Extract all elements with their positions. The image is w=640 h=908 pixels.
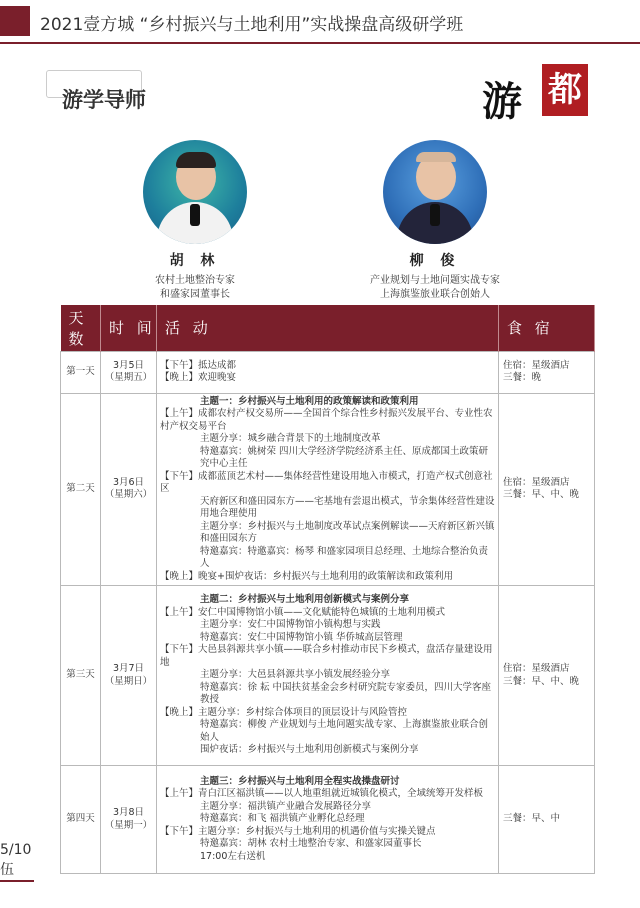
lodging-line: 三餐：早、中、晚	[503, 489, 580, 501]
lodging-line: 三餐：早、中、晚	[503, 675, 580, 687]
date-text: 3月7日	[112, 663, 145, 674]
header-time: 时 间	[101, 305, 157, 351]
activity-line: 【晚上】晚宴+围炉夜话：乡村振兴与土地利用的政策解读和政策利用	[160, 570, 453, 582]
day-cell: 第三天	[61, 586, 101, 766]
mentor-name: 胡 林	[169, 253, 221, 269]
date-text: 3月8日	[112, 807, 145, 818]
header-bar	[0, 0, 640, 44]
mentor-name: 柳 俊	[409, 253, 461, 269]
lodging-line: 住宿：星级酒店	[503, 359, 570, 371]
activity-line: 特邀嘉宾：姚树荣 四川大学经济学院经济系主任、原成都国土政策研究中心主任	[200, 445, 489, 469]
lodging-line: 三餐：晚	[503, 372, 542, 383]
schedule-table	[60, 305, 595, 874]
activity-line: 【下午】大邑县斜源共享小镇——联合乡村推动市民下乡模式，盘活存量建设用地	[160, 644, 493, 668]
activity-line: 【上午】青白江区福洪镇——以人地重组就近城镇化模式，全域统筹开发样板	[160, 788, 484, 800]
activity-line: 【晚上】主题分享：乡村综合体项目的顶层设计与风险管控	[160, 706, 408, 718]
day-cell: 第一天	[61, 351, 101, 393]
page-number: 5/10 伍	[0, 842, 32, 878]
activity-line: 主题分享：大邑县斜源共享小镇发展经验分享	[200, 669, 391, 681]
date-text: 3月6日	[112, 476, 145, 488]
activity-line: 【晚上】欢迎晚宴	[160, 372, 237, 383]
activity-line: 围炉夜话：乡村振兴与土地利用创新模式与案例分享	[200, 744, 419, 756]
date-cell	[101, 586, 157, 766]
activity-line: 主题分享：安仁中国博物馆小镇构想与实践	[200, 619, 381, 631]
activity-cell	[157, 351, 499, 393]
activity-line: 特邀嘉宾：和飞 福洪镇产业孵化总经理	[200, 813, 365, 825]
date-cell	[101, 766, 157, 874]
activity-line: 主题分享：城乡融合背景下的土地制度改革	[200, 433, 381, 444]
activity-line: 【下午】成都蓝顶艺术村——集体经营性建设用地入市模式，打造产权式创意社区	[160, 470, 493, 494]
lodging-cell	[499, 766, 595, 874]
day-cell: 第四天	[61, 766, 101, 874]
activity-line: 【上午】安仁中国博物馆小镇——文化赋能特色城镇的土地利用模式	[160, 606, 446, 618]
day-cell: 第二天	[61, 393, 101, 586]
activity-line: 主题分享：福洪镇产业融合发展路径分享	[200, 800, 372, 812]
activity-line: 【下午】抵达成都	[160, 359, 237, 371]
mentor-description: 产业规划与土地问题实战专家 上海旗鉴旅业联合创始人	[370, 275, 500, 300]
lodging-cell	[499, 351, 595, 393]
weekday-text: （星期一）	[104, 819, 153, 831]
mentor-card-1	[100, 140, 290, 302]
mentor-description: 农村土地整治专家 和盛家园董事长	[155, 275, 235, 300]
activity-cell	[157, 766, 499, 874]
activity-line: 特邀嘉宾：柳俊 产业规划与土地问题实战专家、上海旗鉴旅业联合创始人	[200, 719, 489, 743]
lodging-line: 三餐：早、中	[503, 813, 561, 825]
activity-line: 17:00左右送机	[200, 850, 266, 862]
mentor-card-2	[340, 140, 530, 302]
lodging-cell	[499, 586, 595, 766]
activity-line: 特邀嘉宾：徐 耘 中国扶贫基金会乡村研究院专家委员，四川大学客座教授	[200, 681, 492, 706]
header-activity: 活 动	[157, 305, 499, 351]
activity-cell	[157, 586, 499, 766]
brand-logo	[478, 42, 598, 138]
table-row	[61, 766, 595, 874]
date-text: 3月5日	[112, 359, 145, 371]
lodging-cell	[499, 393, 595, 586]
header-lodging: 食 宿	[499, 305, 595, 351]
weekday-text: （星期日）	[104, 675, 153, 687]
activity-cell	[157, 393, 499, 586]
header-accent-block	[0, 6, 30, 36]
activity-line: 主题分享：乡村振兴与土地制度改革试点案例解读——天府新区新兴镇和盛田园东方	[200, 520, 495, 544]
activity-line: 主题二：乡村振兴与土地利用创新模式与案例分享	[200, 594, 410, 606]
header-day: 天数	[61, 305, 101, 351]
activity-line: 【下午】主题分享：乡村振兴与土地利用的机遇价值与实操关键点	[160, 825, 436, 837]
lodging-line: 住宿：星级酒店	[503, 476, 570, 488]
table-row	[61, 586, 595, 766]
footer-rule	[0, 880, 34, 882]
date-cell	[101, 393, 157, 586]
activity-line: 特邀嘉宾：特邀嘉宾：杨琴 和盛家园项目总经理、土地综合整治负责人	[200, 545, 489, 569]
activity-line: 主题一：乡村振兴与土地利用的政策解读和政策利用	[200, 395, 419, 407]
activity-line: 【上午】成都农村产权交易所——全国首个综合性乡村振兴发展平台、专业性农村产权交易平台	[160, 408, 493, 432]
schedule-header-row	[61, 305, 595, 351]
activity-line: 主题三：乡村振兴与土地利用全程实战操盘研讨	[200, 775, 400, 787]
section-title: 游学导师	[62, 88, 146, 112]
activity-line: 特邀嘉宾：胡林 农村土地整治专家、和盛家园董事长	[200, 838, 422, 850]
activity-line: 天府新区和盛田园东方——宅基地有尝退出模式，节余集体经营性建设用地合理使用	[200, 495, 495, 519]
lodging-line: 住宿：星级酒店	[503, 663, 570, 674]
mentor-photo	[383, 140, 487, 244]
date-cell	[101, 351, 157, 393]
table-row	[61, 393, 595, 586]
logo-brush-mark: 游	[482, 78, 522, 125]
activity-line: 特邀嘉宾：安仁中国博物馆小镇 华侨城高层管理	[200, 631, 403, 643]
weekday-text: （星期五）	[104, 372, 153, 383]
mentor-photo	[143, 140, 247, 244]
weekday-text: （星期六）	[104, 489, 153, 501]
logo-seal: 都	[542, 64, 588, 116]
table-row	[61, 351, 595, 393]
document-title: 2021壹方城 “乡村振兴与土地利用”实战操盘高级研学班	[40, 15, 464, 35]
